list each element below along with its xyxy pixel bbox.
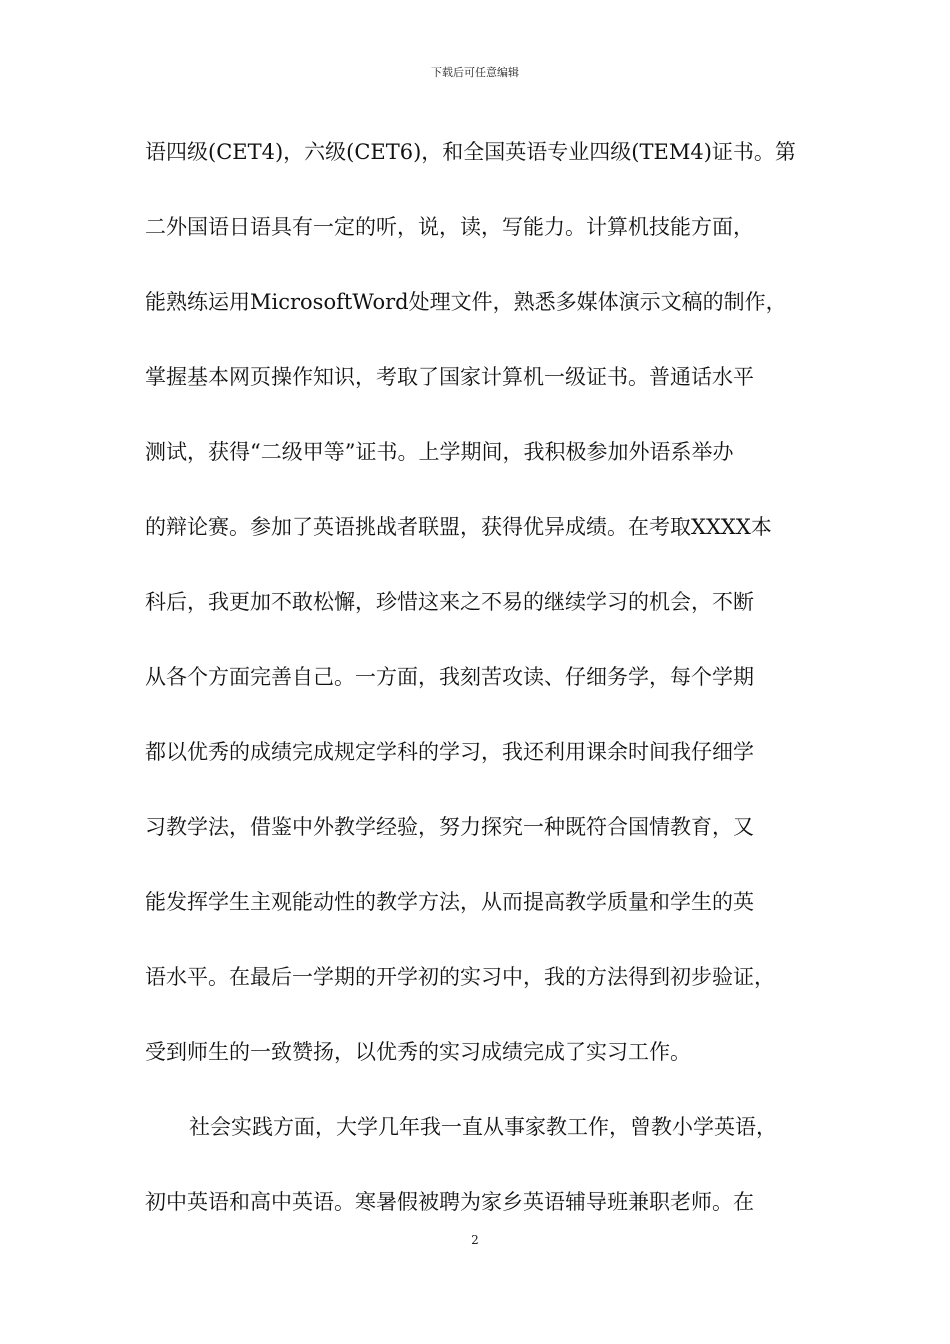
text-line: 受到师生的一致赞扬，以优秀的实习成绩完成了实习工作。 (145, 1040, 691, 1064)
text-line: 的辩论赛。参加了英语挑战者联盟，获得优异成绩。在考取XXXX本 (145, 515, 772, 539)
text-line: 能发挥学生主观能动性的教学方法，从而提高教学质量和学生的英 (145, 890, 754, 914)
text-line: 科后，我更加不敢松懈，珍惜这来之不易的继续学习的机会，不断 (145, 590, 754, 614)
paragraph-start-line: 社会实践方面，大学几年我一直从事家教工作，曾教小学英语， (189, 1115, 777, 1139)
text-line: 语水平。在最后一学期的开学初的实习中，我的方法得到初步验证， (145, 965, 775, 989)
text-line: 从各个方面完善自己。一方面，我刻苦攻读、仔细务学，每个学期 (145, 665, 754, 689)
page-number: 2 (471, 1233, 479, 1247)
text-line: 二外国语日语具有一定的听，说，读，写能力。计算机技能方面， (145, 215, 754, 239)
text-line: 都以优秀的成绩完成规定学科的学习，我还利用课余时间我仔细学 (145, 740, 754, 764)
document-body (145, 130, 825, 1255)
text-line: 初中英语和高中英语。寒暑假被聘为家乡英语辅导班兼职老师。在 (145, 1190, 754, 1214)
text-line: 能熟练运用MicrosoftWord处理文件，熟悉多媒体演示文稿的制作， (145, 290, 787, 314)
text-line: 语四级(CET4)，六级(CET6)，和全国英语专业四级(TEM4)证书。第 (145, 140, 796, 164)
text-line: 测试，获得“二级甲等”证书。上学期间，我积极参加外语系举办 (145, 440, 734, 464)
page-header: 下载后可任意编辑 (431, 66, 519, 79)
text-line: 习教学法，借鉴中外教学经验，努力探究一种既符合国情教育，又 (145, 815, 754, 839)
text-line: 掌握基本网页操作知识，考取了国家计算机一级证书。普通话水平 (145, 365, 754, 389)
